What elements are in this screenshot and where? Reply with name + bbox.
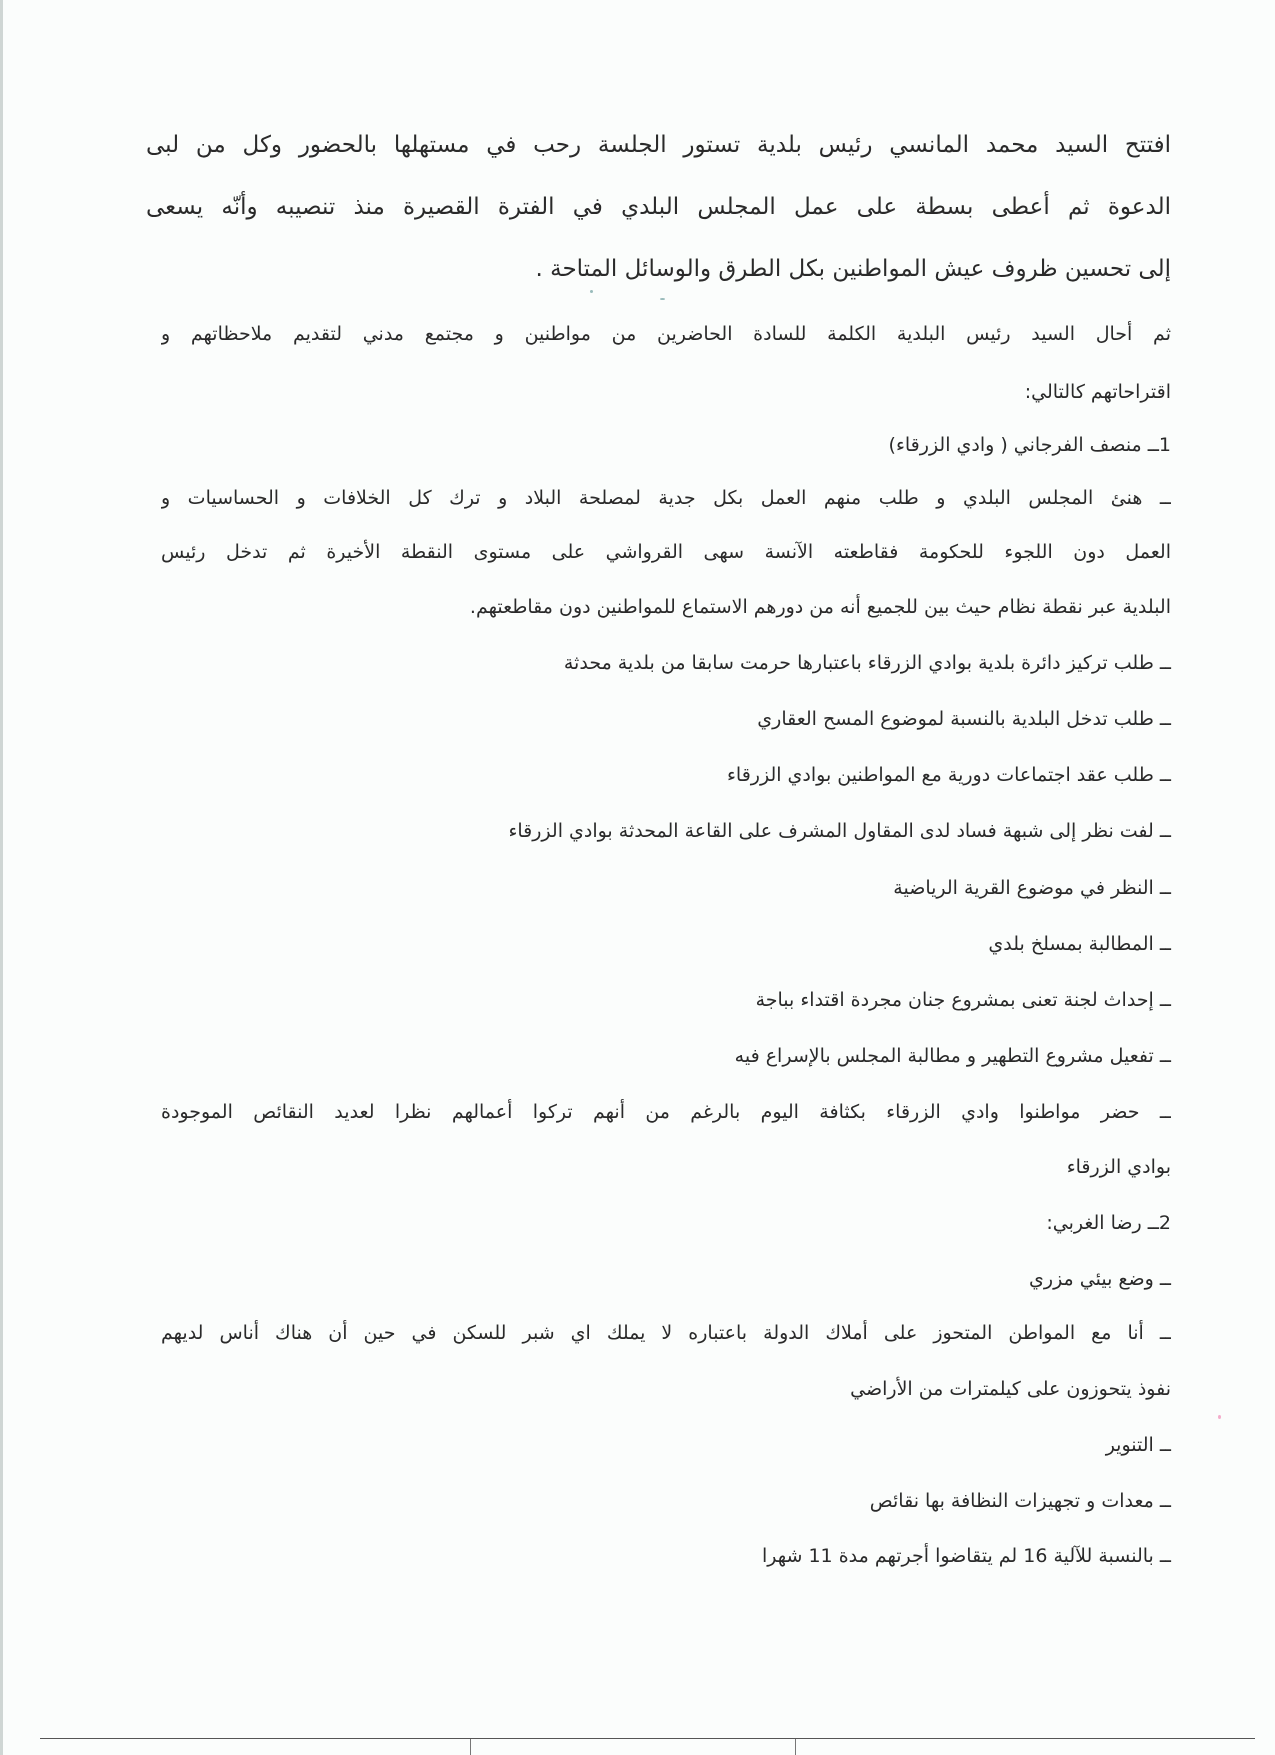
list-item: ــ طلب تركيز دائرة بلدية بوادي الزرقاء باعتبارها حرمت سابقا من بلدية محدثة — [563, 652, 1171, 674]
scan-speck — [660, 298, 665, 300]
list-item: ــ معدات و تجهيزات النظافة بها نقائص — [869, 1490, 1171, 1512]
text-line: العمل دون اللجوء للحكومة فقاطعته الآنسة سهى القرواشي على مستوى النقطة الأخيرة ثم تدخل رئيس — [161, 541, 1171, 563]
text-line: البلدية عبر نقطة نظام حيث بين للجميع أنه من دورهم الاستماع للمواطنين دون مقاطعتهم. — [469, 596, 1171, 618]
table-edge-tick — [470, 1739, 471, 1755]
list-item: ــ النظر في موضوع القرية الرياضية — [893, 877, 1171, 899]
text-line: افتتح السيد محمد المانسي رئيس بلدية تستور الجلسة رحب في مستهلها بالحضور وكل من لبى — [146, 132, 1171, 158]
scan-speck — [1218, 1415, 1221, 1419]
text-line: نفوذ يتحوزون على كيلمترات من الأراضي — [850, 1378, 1171, 1400]
list-item: ــ لفت نظر إلى شبهة فساد لدى المقاول المشرف على القاعة المحدثة بوادي الزرقاء — [508, 820, 1171, 842]
list-item: ــ تفعيل مشروع التطهير و مطالبة المجلس بالإسراع فيه — [734, 1045, 1171, 1067]
page-bottom-rule — [40, 1738, 1255, 1739]
list-item: ــ طلب تدخل البلدية بالنسبة لموضوع المسح العقاري — [757, 708, 1171, 730]
list-item: ــ حضر مواطنوا وادي الزرقاء بكثافة اليوم بالرغم من أنهم تركوا أعمالهم نظرا لعديد النقائص الموجودة — [161, 1101, 1171, 1123]
speaker-heading: 2ــ رضا الغربي: — [1046, 1212, 1171, 1234]
list-item: ــ طلب عقد اجتماعات دورية مع المواطنين بوادي الزرقاء — [726, 764, 1171, 786]
text-line: اقتراحاتهم كالتالي: — [1024, 381, 1171, 403]
text-line: بوادي الزرقاء — [1066, 1156, 1171, 1178]
text-line: إلى تحسين ظروف عيش المواطنين بكل الطرق والوسائل المتاحة . — [535, 256, 1171, 282]
list-item: ــ المطالبة بمسلخ بلدي — [988, 933, 1171, 955]
table-edge-tick — [795, 1739, 796, 1755]
list-item: ــ أنا مع المواطن المتحوز على أملاك الدولة باعتباره لا يملك اي شبر للسكن في حين أن هناك أناس لديهم — [161, 1322, 1171, 1344]
speaker-heading: 1ــ منصف الفرجاني ( وادي الزرقاء) — [888, 434, 1171, 456]
text-line: الدعوة ثم أعطى بسطة على عمل المجلس البلدي في الفترة القصيرة منذ تنصيبه وأنّه يسعى — [146, 194, 1171, 220]
text-line: ــ هنئ المجلس البلدي و طلب منهم العمل بكل جدية لمصلحة البلاد و ترك كل الخلافات و الحساسيات و — [161, 487, 1171, 509]
list-item: ــ بالنسبة للآلية 16 لم يتقاضوا أجرتهم مدة 11 شهرا — [761, 1545, 1171, 1567]
scan-speck — [590, 290, 593, 293]
list-item: ــ التنوير — [1105, 1434, 1171, 1456]
list-item: ــ إحداث لجنة تعنى بمشروع جنان مجردة اقتداء بباجة — [755, 989, 1171, 1011]
text-line: ثم أحال السيد رئيس البلدية الكلمة للسادة الحاضرين من مواطنين و مجتمع مدني لتقديم ملاحظاتهم و — [161, 323, 1171, 345]
list-item: ــ وضع بيئي مزري — [1029, 1268, 1171, 1290]
